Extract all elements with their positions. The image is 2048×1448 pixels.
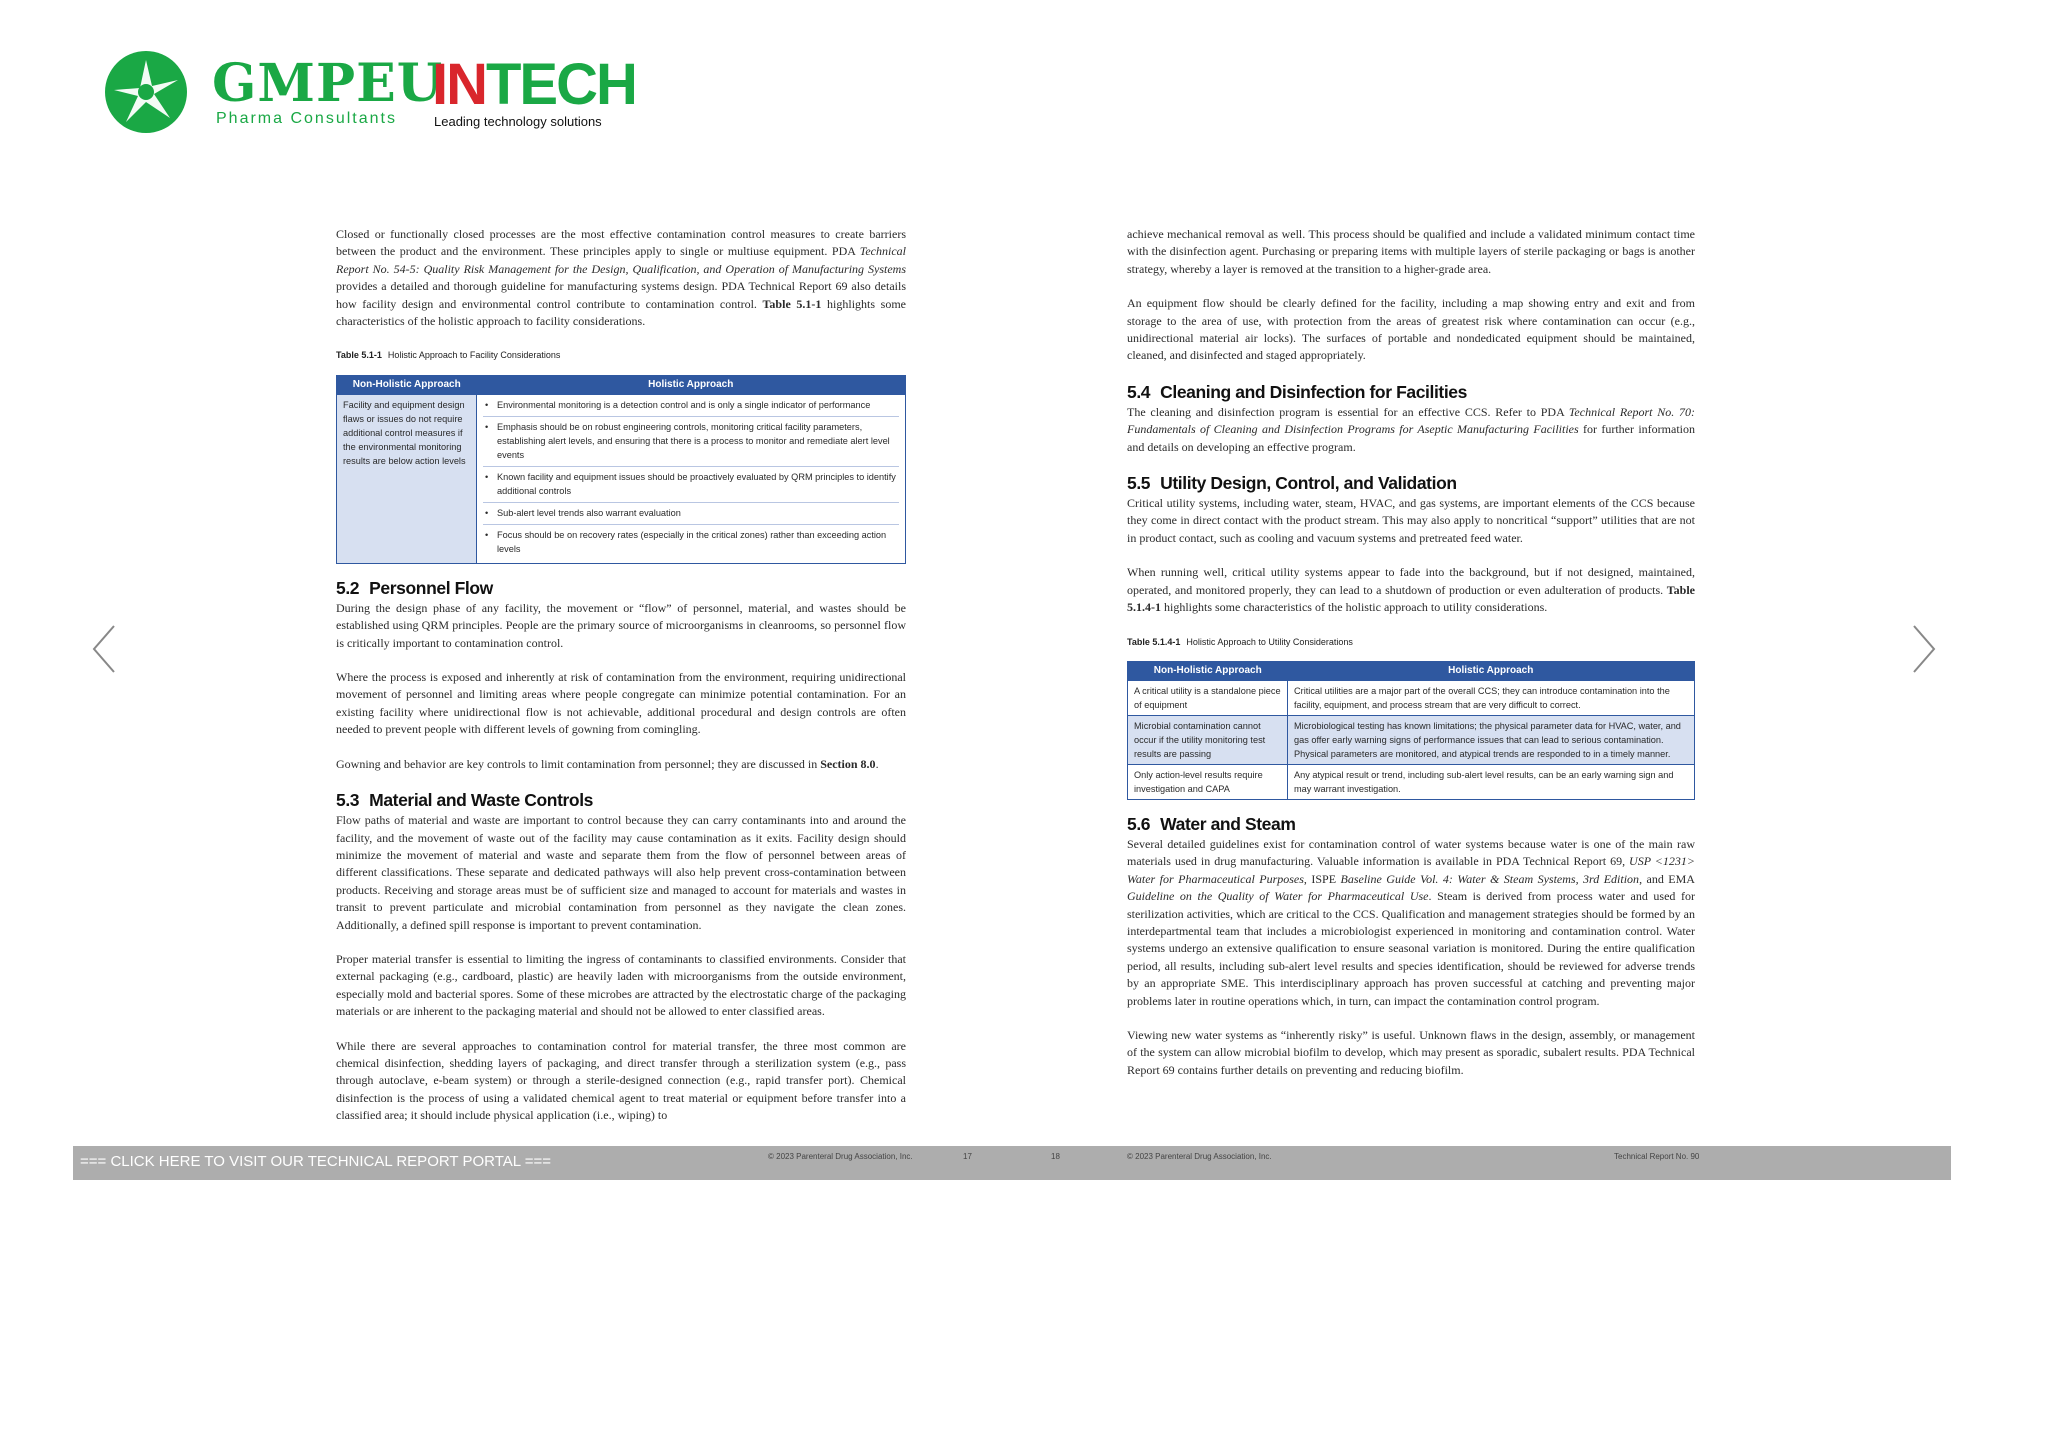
chevron-left-icon[interactable] (90, 624, 120, 674)
paragraph: While there are several approaches to contamination control for material transfer, the three most common are chemical disinfection, shedding layers of packaging, and direct transfer through a sterilization system (e.g., pass through autoclave, e-beam system) or through a sterile-designed connection (e.g., rapid transfer port). Chemical disinfection is the process of using a validated chemical agent to treat material or equipment before transfer into a classified area; it should include physical application (i.e., wiping) to (336, 1038, 906, 1123)
table-header: Non-Holistic Approach (337, 375, 477, 394)
table-row (1128, 764, 1695, 799)
table-cell: Only action-level results require investigation and CAPA (1128, 764, 1288, 799)
paragraph: Viewing new water systems as “inherently risky” is useful. Unknown flaws in the design, assembly, or management of the system can allow microbial biofilm to develop, which may present as sporadic, subalert results. PDA Technical Report 69 contains further details on preventing and reducing biofilm. (1127, 1027, 1695, 1077)
table-cell: Critical utilities are a major part of the overall CCS; they can introduce contamination into the facility, equipment, and process stream that are very difficult to correct. (1288, 680, 1695, 715)
left-page (336, 226, 906, 1142)
gmp-logo-icon (104, 50, 188, 134)
table-cell (477, 394, 906, 563)
table-cell: Any atypical result or trend, including sub-alert level results, can be an early warning sign and may warrant investigation. (1288, 764, 1695, 799)
copyright-left: © 2023 Parenteral Drug Association, Inc. (768, 1152, 913, 1161)
table-header: Holistic Approach (477, 375, 906, 394)
paragraph: Critical utility systems, including water, steam, HVAC, and gas systems, are important elements of the CCS because they come in direct contact with the product stream. This may also apply to noncritical “support” utilities that are not in product contact, such as cooling and vacuum systems and pretreated feed water. (1127, 496, 1695, 545)
paragraph: Closed or functionally closed processes are the most effective contamination control measures to create barriers between the product and the environment. These principles apply to single or multiuse equipment. PDA Technical Report No. 54-5: Quality Risk Management for the Design, Qualification, and Operation of Manufacturing Systems provides a detailed and thorough guideline for manufacturing systems design. PDA Technical Report 69 also details how facility design and environmental control contribute to contamination control. Table 5.1-1 highlights some characteristics of the holistic approach to facility considerations. (336, 227, 907, 329)
copyright-right: © 2023 Parenteral Drug Association, Inc. (1127, 1152, 1272, 1161)
intech-logo-tech: TECH (486, 52, 636, 117)
paragraph: Proper material transfer is essential to limiting the ingress of contaminants to classified environments. Consider that external packaging (e.g., cardboard, plastic) are heavily laden with microorganisms from the outside environment, especially mold and bacterial spores. Some of these microbes are attracted by the electrostatic charge of the packaging materials or are inherent to the packaging material and should not be allowed to enter classified areas. (336, 951, 906, 1019)
list-item: • Known facility and equipment issues should be proactively evaluated by QRM principles to identify additional controls (483, 470, 899, 503)
table-header: Non-Holistic Approach (1128, 661, 1288, 680)
paragraph: Where the process is exposed and inherently at risk of contamination from the environment, requiring unidirectional movement of personnel and limiting areas where people congregate can minimize potential contamination. For an existing facility where unidirectional flow is not achievable, additional procedural and design controls are often needed to prevent people with different levels of gowning from comingling. (336, 670, 906, 737)
paragraph: Flow paths of material and waste are important to control because they can carry contaminants into and around the facility, and the movement of waste out of the facility may cause contamination as it exits. Facility design should minimize the movement of material and waste and separate them from the flow of personnel between areas of different classifications. These separate and dedicated pathways will also help prevent cross-contamination between products. Receiving and storage areas must be of sufficient size and managed to account for materials and wastes in transit to prevent particulate and microbial contamination from personnel as they navigate the clean zones. Additionally, a defined spill response is important to prevent contamination. (336, 813, 906, 932)
table-cell: A critical utility is a standalone piece of equipment (1128, 680, 1288, 715)
table-cell: Facility and equipment design flaws or issues do not require additional control measures if the environmental monitoring results are below action levels (337, 394, 477, 563)
paragraph: The cleaning and disinfection program is essential for an effective CCS. Refer to PDA Technical Report No. 70: Fundamentals of Cleaning and Disinfection Programs for Aseptic Manufacturing Facilities for further information and details on developing an effective program. (1127, 404, 1695, 454)
paragraph: Several detailed guidelines exist for contamination control of water systems because water is one of the main raw materials used in drug manufacturing. Valuable information is available in PDA Technical Report 69, USP <1231> Water for Pharmaceutical Purposes, ISPE Baseline Guide Vol. 4: Water & Steam Systems, 3rd Edition, and EMA Guideline on the Quality of Water for Pharmaceutical Use. Steam is derived from process water and used for sterilization activities, which are critical to the CCS. Qualification and management strategies should be formed by an interdepartmental team that includes a microbiologist experienced in monitoring and contamination control. Water systems undergo an extensive qualification to ensure seasonal variation is monitored. During the entire qualification period, all results, including sub-alert level results and species identification, should be reviewed for adverse trends by an appropriate SME. This interdisciplinary approach has proven successful at catching and preventing major problems later in routine operations which, in turn, can impact the contamination control program. (1127, 836, 1695, 1008)
table-header: Holistic Approach (1288, 661, 1695, 680)
table-row (1128, 680, 1695, 715)
paragraph: During the design phase of any facility, the movement or “flow” of personnel, material, and wastes should be established using QRM principles. People are the primary source of microorganisms in cleanrooms, so personnel flow is critically important to contamination control. (336, 600, 906, 650)
table-caption: Table 5.1.4-1 Holistic Approach to Utility Considerations (1127, 636, 1353, 647)
paragraph: When running well, critical utility systems appear to fade into the background, but if not designed, maintained, operated, and monitored properly, they can lead to a shutdown of production or even adulteration of products. Table 5.1.4-1 highlights some characteristics of the holistic approach to utility considerations. (1127, 565, 1695, 615)
paragraph: achieve mechanical removal as well. This process should be qualified and include a validated minimum contact time with the disinfection agent. Purchasing or preparing items with multiple layers of sterile packaging or bags is another strategy, whereby a layer is removed at the transition to a higher-grade area. (1127, 227, 1695, 276)
gmp-brand-name: GMPEU (212, 53, 444, 114)
utility-table (1127, 661, 1695, 800)
intech-logo-in: IN (432, 52, 486, 117)
report-number: Technical Report No. 90 (1614, 1152, 1700, 1161)
list-item: • Environmental monitoring is a detection control and is only a single indicator of performance (483, 398, 899, 417)
intech-logo (432, 52, 636, 117)
section-heading: 5.2 Personnel Flow (336, 577, 493, 598)
table-cell: Microbial contamination cannot occur if the utility monitoring test results are passing (1128, 715, 1288, 764)
intech-tagline: Leading technology solutions (434, 114, 602, 129)
chevron-right-icon[interactable] (1908, 624, 1938, 674)
list-item: • Sub-alert level trends also warrant evaluation (483, 506, 899, 525)
section-heading: 5.6 Water and Steam (1127, 813, 1296, 834)
page-number-right: 18 (1051, 1152, 1060, 1161)
section-heading: 5.5 Utility Design, Control, and Validation (1127, 473, 1457, 494)
gmp-brand-subtitle: Pharma Consultants (216, 110, 397, 127)
table-caption: Table 5.1-1 Holistic Approach to Facility Considerations (336, 350, 561, 361)
right-page (1127, 226, 1695, 1096)
paragraph: An equipment flow should be clearly defined for the facility, including a map showing entry and exit and from storage to the area of use, with protection from the areas of greatest risk where contamination can occur (e.g., unidirectional material air locks). The surfaces of portable and nondedicated equipment should be maintained, cleaned, and disinfected and staged appropriately. (1127, 296, 1695, 363)
paragraph: Gowning and behavior are key controls to limit contamination from personnel; they are discussed in Section 8.0. (336, 756, 879, 771)
page-number-left: 17 (963, 1152, 972, 1161)
list-item: • Emphasis should be on robust engineering controls, monitoring critical facility parameters, establishing alert levels, and ensuring that there is a process to monitor and remediate alert level events (483, 420, 899, 467)
portal-link[interactable]: === CLICK HERE TO VISIT OUR TECHNICAL REPORT PORTAL === (80, 1153, 551, 1170)
table-cell: Microbiological testing has known limitations; the physical parameter data for HVAC, water, and gas offer early warning signs of performance issues that can lead to serious contamination. Physical parameters are monitored, and atypical trends are responded to in a timely manner. (1288, 715, 1695, 764)
section-heading: 5.3 Material and Waste Controls (336, 790, 594, 811)
facility-table (336, 375, 906, 564)
list-item: • Focus should be on recovery rates (especially in the critical zones) rather than exceeding action levels (483, 528, 899, 560)
table-row (1128, 715, 1695, 764)
section-heading: 5.4 Cleaning and Disinfection for Facilities (1127, 381, 1467, 402)
